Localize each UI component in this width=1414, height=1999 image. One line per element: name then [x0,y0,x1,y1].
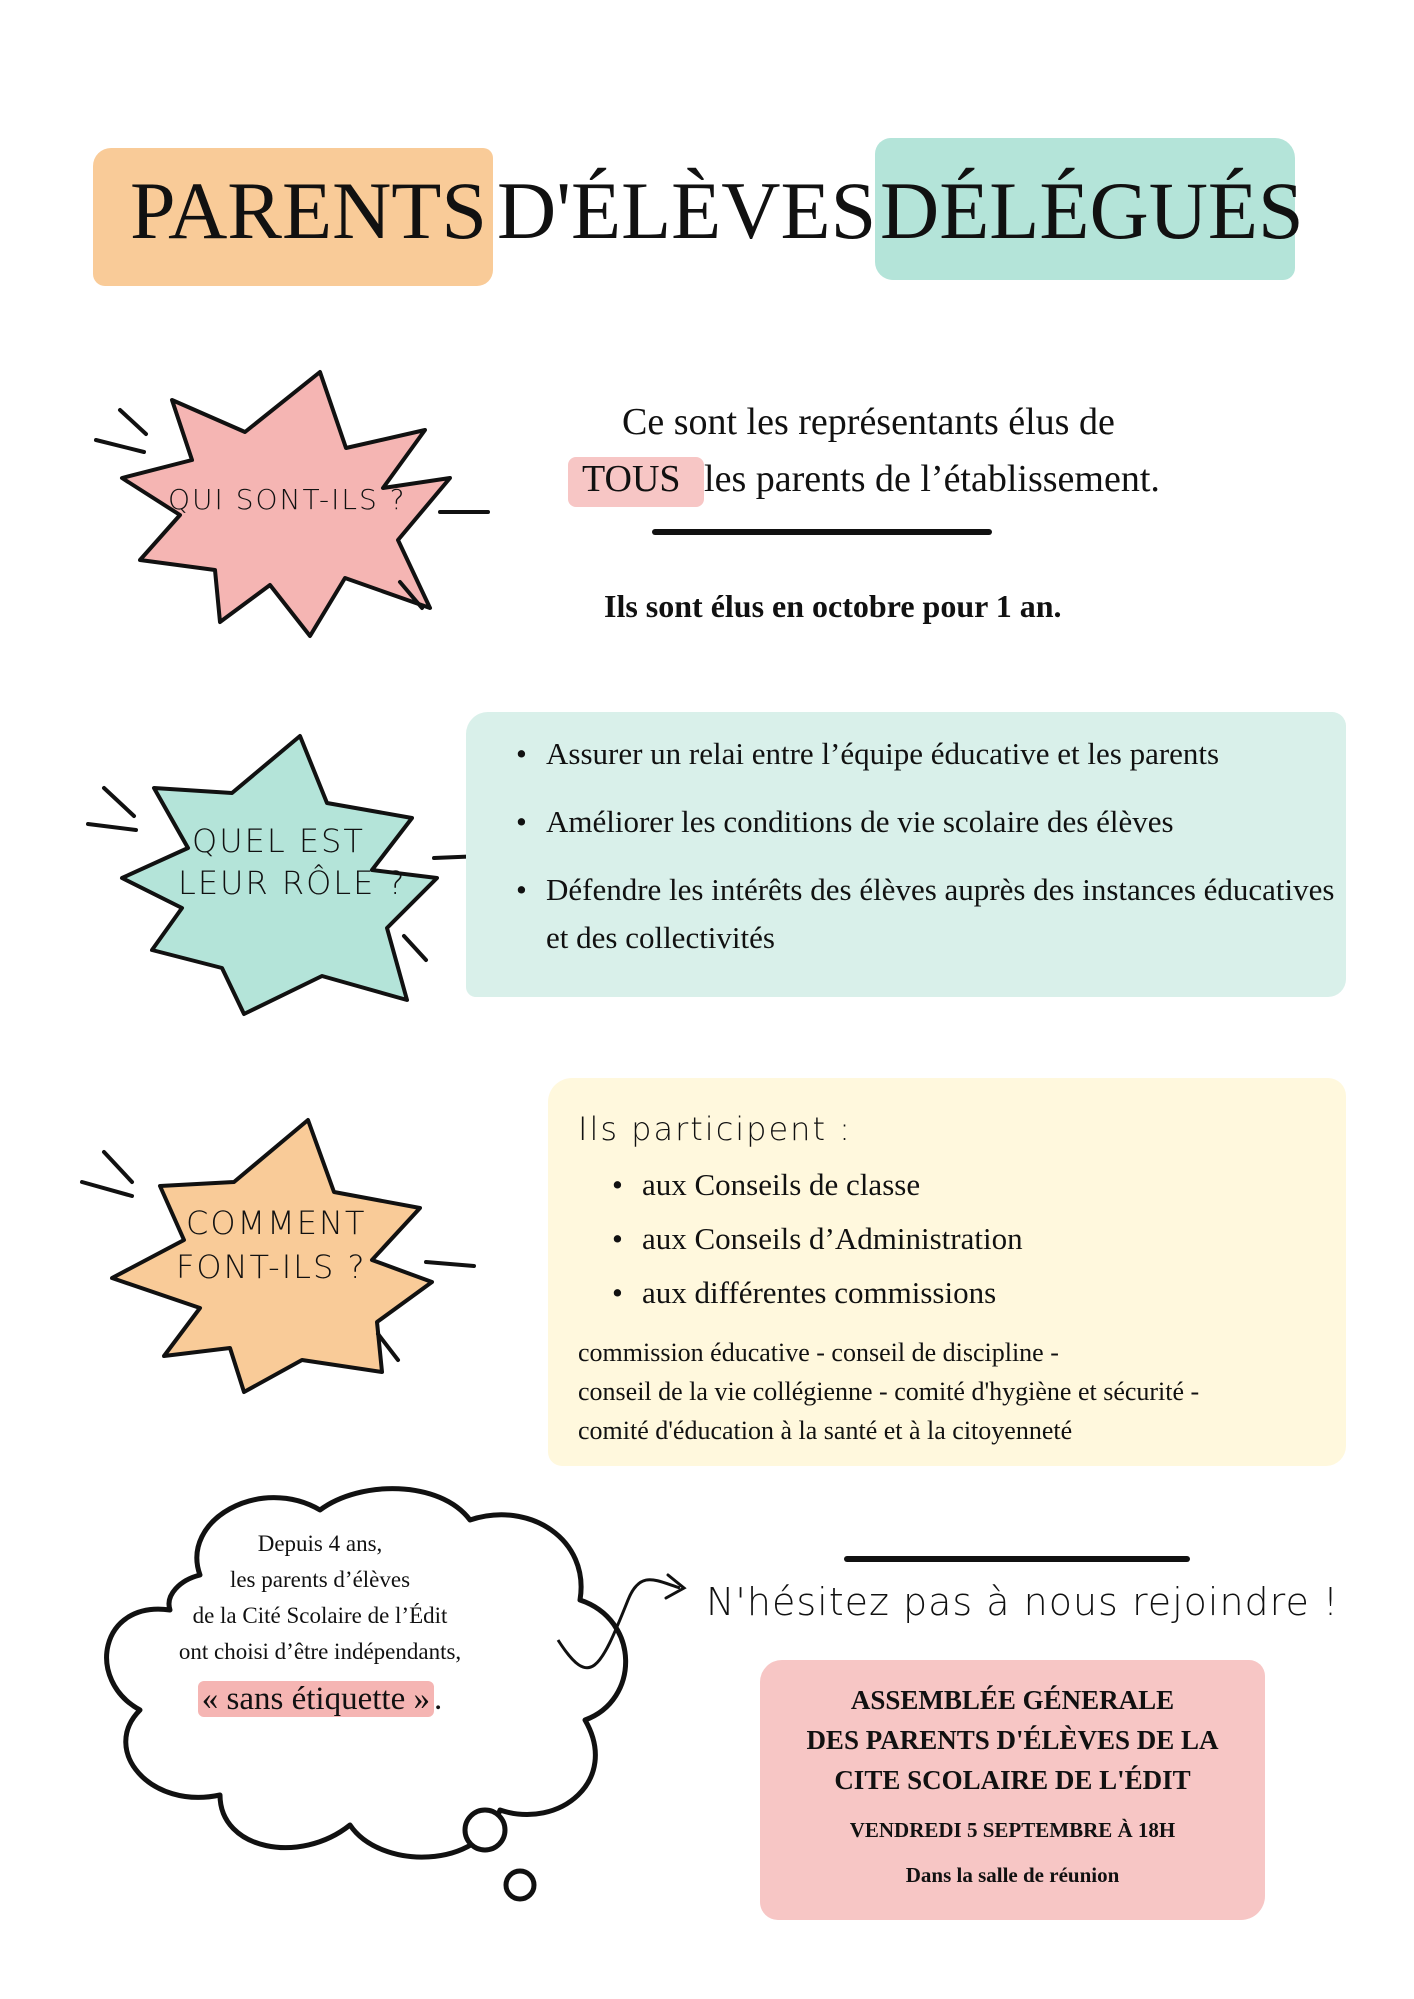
title-word-parents: PARENTS [130,165,487,256]
cloud-text [120,1526,520,1724]
cloud-line: de la Cité Scolaire de l’Édit [192,1603,448,1628]
role-item: • Défendre les intérêts des élèves auprès des instances éducatives et des collectivités [546,866,1356,962]
comment-bubble-label-1: COMMENT [186,1204,367,1242]
assembly-line: CITE SCOLAIRE DE L'ÉDIT [834,1765,1191,1795]
qui-underline [652,529,992,535]
comment-item: • aux Conseils d’Administration [642,1212,1342,1266]
assembly-place: Dans la salle de réunion [905,1863,1120,1887]
join-text: N'hésitez pas à nous rejoindre ! [706,1580,1340,1624]
cloud-end: . [433,1681,443,1717]
comment-list [606,1158,1342,1320]
cloud-line: ont choisi d’être indépendants, [178,1639,462,1664]
comment-item: • aux différentes commissions [642,1266,1342,1320]
commissions-block [578,1333,1338,1450]
role-item: • Améliorer les conditions de vie scolaire des élèves [546,798,1356,846]
tous-word: TOUS [582,458,681,500]
qui-line1: Ce sont les représentants élus de [622,401,1115,443]
join-underline [844,1556,1190,1562]
title-word-eleves: D'ÉLÈVES [497,165,877,256]
comment-item: • aux Conseils de classe [642,1158,1342,1212]
role-list [510,730,1356,962]
cloud-line: Depuis 4 ans, [257,1531,383,1556]
role-bubble-label-2: LEUR RÔLE ? [178,864,407,902]
qui-line2 [582,457,1160,501]
title-word-delegues: DÉLÉGUÉS [880,165,1304,256]
cloud-last-line [120,1674,520,1724]
role-item: • Assurer un relai entre l’équipe éducative et les parents [546,730,1356,778]
cloud-line: les parents d’élèves [229,1567,411,1592]
qui-line2-rest: les parents de l’établissement. [694,458,1160,500]
sans-etiquette-highlight: « sans étiquette » [198,1681,434,1717]
qui-elected-text: Ils sont élus en octobre pour 1 an. [604,588,1062,624]
assembly-date: VENDREDI 5 SEPTEMBRE À 18H [849,1818,1176,1842]
comment-bubble-label-2: FONT-ILS ? [176,1248,367,1286]
assembly-line: ASSEMBLÉE GÉNERALE [850,1685,1175,1715]
commission-line: commission éducative - conseil de discipline - [578,1338,1059,1367]
assembly-line: DES PARENTS D'ÉLÈVES DE LA [806,1725,1219,1755]
commission-line: conseil de la vie collégienne - comité d'hygiène et sécurité - [578,1377,1200,1406]
role-bubble-label-1: QUEL EST [192,822,365,860]
assembly-text [760,1680,1265,1888]
comment-intro: Ils participent : [578,1110,852,1148]
qui-bubble-label: QUI SONT-ILS ? [168,483,407,516]
commission-line: comité d'éducation à la santé et à la citoyenneté [578,1416,1073,1445]
